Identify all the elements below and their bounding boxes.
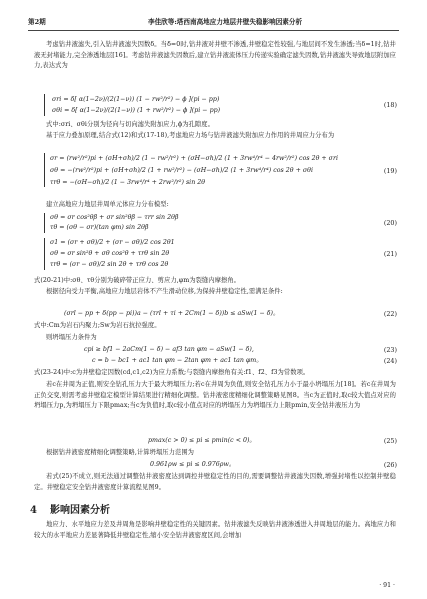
equation-21-line-2: σθ = σr sin²θ + σθ cos²θ + τrθ sin 2θ: [50, 250, 170, 257]
equation-25: pmax(c > 0) ≤ pi ≤ pmin(c < 0)。: [148, 437, 256, 444]
equation-19-line-3: τrθ = −(σH−σh)/2 (1 − 3rw⁴/r⁴ + 2rw²/r²) sin 2θ: [50, 179, 206, 186]
paragraph-eq23-24-note: 式(23-24)中:c为井壁稳定因数(cd,c1,c2)为应力系数;与裂缝内摩擦角有关:f1、f2、f3为常数项。: [34, 369, 310, 376]
paragraph-filtration-factor: 考虑钻井液滤失,引入钻井液滤失因数δ。当δ=0时,钻井液对井壁不渗透,井壁稳定性较强,与地层间不发生渗透;当δ=1时,钻井液无封堵能力,完全渗透地层[16]。考虑钻井液滤失因数后,建立钻井液流体压力传递实验确定滤失因数,钻井液滤失导致地层附加应力,表达式为: [34, 41, 397, 70]
equation-number-24: (24): [383, 357, 397, 365]
running-header: [28, 14, 399, 31]
equation-number-21: (21): [383, 250, 397, 258]
equation-number-25: (25): [383, 437, 397, 445]
brace-eq18: [44, 94, 45, 116]
equation-number-19: (19): [383, 167, 397, 175]
equation-26: 0.961ρw ≤ pi ≤ 0.976ρw。: [150, 461, 236, 468]
page-number: · 91 ·: [379, 582, 395, 589]
equation-18-line-2: σθi = δ[ α(1−2ν)/(2(1−ν)) (1 + rw²/r²) − ϕ ](pi − pp): [52, 107, 221, 114]
issue-label: 第2期: [28, 18, 46, 26]
paragraph-stress-superposition: 基于应力叠加原理,结合式(12)和式(17-18),考虑地应力场与钻井液滤失附加应力作用的井周应力分布为: [46, 132, 335, 139]
equation-number-22: (22): [383, 310, 397, 318]
paragraph-eq22-note: 式中:Cm为岩石内聚力;Sw为岩石抗拉强度。: [34, 322, 161, 329]
equation-22: (σrl − pp + δ(pp − pi))a − (τrl + τi + 2Cm(1 − δ))b ≤ aSw(1 − δ)。: [64, 310, 280, 317]
equation-number-26: (26): [383, 461, 397, 469]
section-number: 4: [30, 505, 37, 516]
equation-number-18: (18): [383, 101, 397, 109]
equation-23: cpi ≥ bf1 − 2aCm(1 − δ) − af3 tan φm − aSw(1 − δ),: [84, 346, 254, 353]
equation-21-line-1: σ1 = (σr + σθ)/2 + (σr − σθ)/2 cos 2θ1: [50, 239, 175, 246]
equation-18-line-1: σri = δ[ α(1−2ν)/(2(1−ν)) (1 − rw²/r²) − ϕ ](pi − pp): [52, 96, 220, 103]
section-title: 影响因素分析: [50, 505, 110, 516]
brace-eq19: [44, 153, 45, 187]
brace-eq20: [44, 213, 45, 233]
section-heading: [30, 504, 110, 518]
paragraph-factor-analysis: 地应力、水平地应力差及井周角是影响井壁稳定性的关键因素。钻井液滤失反映钻井液渗透进入井周地层的能力。高地应力和较大的水平地应力差显著降低井壁稳定性,缩小安全钻井液密度区间,会增加: [34, 521, 396, 539]
equation-24: c = b − bc1 + ac1 tan φm − 2tan φm + ac1 tan φm。: [92, 357, 263, 364]
equation-19-line-1: σr = (rw²/r²)pi + (σH+σh)/2 (1 − rw²/r²) + (σH−σh)/2 (1 + 3rw⁴/r⁴ − 4rw²/r²) cos 2θ + σri: [50, 155, 338, 162]
equation-number-20: (20): [383, 219, 397, 227]
paragraph-element-model: 建立高地应力地层井周单元体应力分布模型:: [46, 201, 169, 208]
equation-20-line-2: τθ = (σθ − σr)(tan φm) sin 2θβ: [50, 224, 149, 231]
paragraph-radial-balance: 根据径向受力平衡,高地应力地层岩体不产生滑动位移,为保持井壁稳定性,需满足条件:: [46, 288, 283, 295]
paragraph-stability-coefficient: 若c在井周为正值,则安全钻孔压力大于最大坍塌压力;若c在井周为负值,则安全钻孔压力小于最小坍塌压力[18]。若c在井周为正负交变,则需考虑井壁稳定模型计算结果进行精细化调整。钻井液密度精细化调整策略见图8。当c为正值时,取c较大值点对应的坍塌压力p,为坍塌压力下限pmax;当c为负值时,取c较小值点对应的坍塌压力为坍塌压力上限pmin,安全钻井液压力为: [34, 381, 396, 410]
brace-eq21: [44, 238, 45, 270]
equation-number-23: (23): [383, 346, 397, 354]
paragraph-eq20-21-note: 式(20-21)中:σθ、τθ分别为破碎带正应力、剪应力,φm为裂缝内摩擦角。: [34, 277, 241, 284]
equation-20-line-1: σθ = σr cos²θβ + σr sin²θβ − τrr sin 2θβ: [50, 214, 179, 221]
paragraph-collapse-condition: 则坍塌压力条件为: [46, 334, 97, 341]
equation-21-line-3: τrθ = (σr − σθ)/2 sin 2θ + τrθ cos 2θ: [50, 261, 169, 268]
paragraph-adjustment-note: 若式(25)不成立,则无法通过调整钻井液密度达到调控井壁稳定性的目的,需要调整钻井液滤失因数,增强封堵性以控制井壁稳定。井壁稳定安全钻井液密度计算流程见图9。: [34, 473, 396, 491]
equation-19-line-2: σθ = −(rw²/r²)pi + (σH+σh)/2 (1 + rw²/r²) − (σH−σh)/2 (1 + 3rw⁴/r⁴) cos 2θ + σθi: [50, 167, 313, 174]
paragraph-eq18-note: 式中:σri、σθi分别为径向与切向滤失附加应力,ϕ为孔隙度。: [46, 121, 214, 128]
paragraph-collapse-range: 根据钻井液密度精细化调整策略,计算坍塌压力范围为: [46, 449, 195, 456]
running-title: 李佳欣等:塔西南高地应力地层井壁失稳影响因素分析: [148, 18, 303, 26]
